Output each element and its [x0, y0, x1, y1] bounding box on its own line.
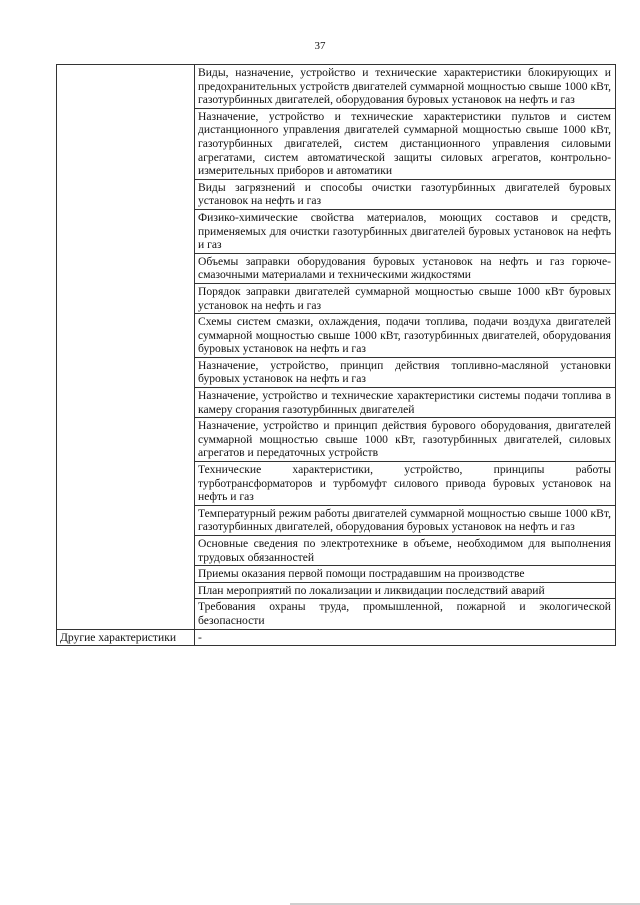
table-cell: Виды, назначение, устройство и технические характеристики блокирующих и предохранительных устройств двигателей суммарной мощностью свыше 1000 кВт, газотурбинных двигателей, оборудования буровых установок на нефть и газ [195, 65, 616, 109]
table-cell: Физико-химические свойства материалов, моющих составов и средств, применяемых для очистки газотурбинных двигателей буровых установок на нефть и газ [195, 209, 616, 253]
table-cell: Требования охраны труда, промышленной, пожарной и экологической безопасности [195, 599, 616, 629]
label-cell-empty [57, 65, 195, 630]
table-row-other [57, 629, 616, 646]
table-cell: Технические характеристики, устройство, принципы работы турботрансформаторов и турбомуфт силового привода буровых установок на нефть и газ [195, 462, 616, 506]
page-number: 37 [314, 40, 326, 52]
requirements-table [56, 64, 616, 646]
table-cell: Схемы систем смазки, охлаждения, подачи топлива, подачи воздуха двигателей суммарной мощностью свыше 1000 кВт, газотурбинных двигателей, оборудования буровых установок на нефть и газ [195, 314, 616, 358]
other-characteristics-label: Другие характеристики [57, 629, 195, 646]
table-cell: План мероприятий по локализации и ликвидации последствий аварий [195, 582, 616, 599]
table-cell: Приемы оказания первой помощи пострадавшим на производстве [195, 566, 616, 583]
table-cell: Назначение, устройство, принцип действия топливно-масляной установки буровых установок на нефть и газ [195, 357, 616, 387]
table-cell: Назначение, устройство и технические характеристики пультов и систем дистанционного управления двигателей суммарной мощностью свыше 1000 кВт, газотурбинных двигателей, систем дистанционного управления силовыми агрегатами, систем автоматической защиты силовых агрегатов, контрольно-измерительных приборов и автоматики [195, 108, 616, 179]
table-cell: Назначение, устройство и технические характеристики системы подачи топлива в камеру сгорания газотурбинных двигателей [195, 388, 616, 418]
table-cell: Назначение, устройство и принцип действия бурового оборудования, двигателей суммарной мощностью свыше 1000 кВт, газотурбинных двигателей, силовых агрегатов и передаточных устройств [195, 418, 616, 462]
table-cell: Виды загрязнений и способы очистки газотурбинных двигателей буровых установок на нефть и газ [195, 179, 616, 209]
table-cell: Порядок заправки двигателей суммарной мощностью свыше 1000 кВт буровых установок на нефть и газ [195, 283, 616, 313]
table-cell: Объемы заправки оборудования буровых установок на нефть и газ горюче-смазочными материалами и техническими жидкостями [195, 253, 616, 283]
table-cell: Температурный режим работы двигателей суммарной мощностью свыше 1000 кВт, газотурбинных двигателей, оборудования буровых установок на нефть и газ [195, 505, 616, 535]
table-cell: Основные сведения по электротехнике в объеме, необходимом для выполнения трудовых обязанностей [195, 536, 616, 566]
other-characteristics-value: - [195, 629, 616, 646]
table-row [57, 65, 616, 109]
